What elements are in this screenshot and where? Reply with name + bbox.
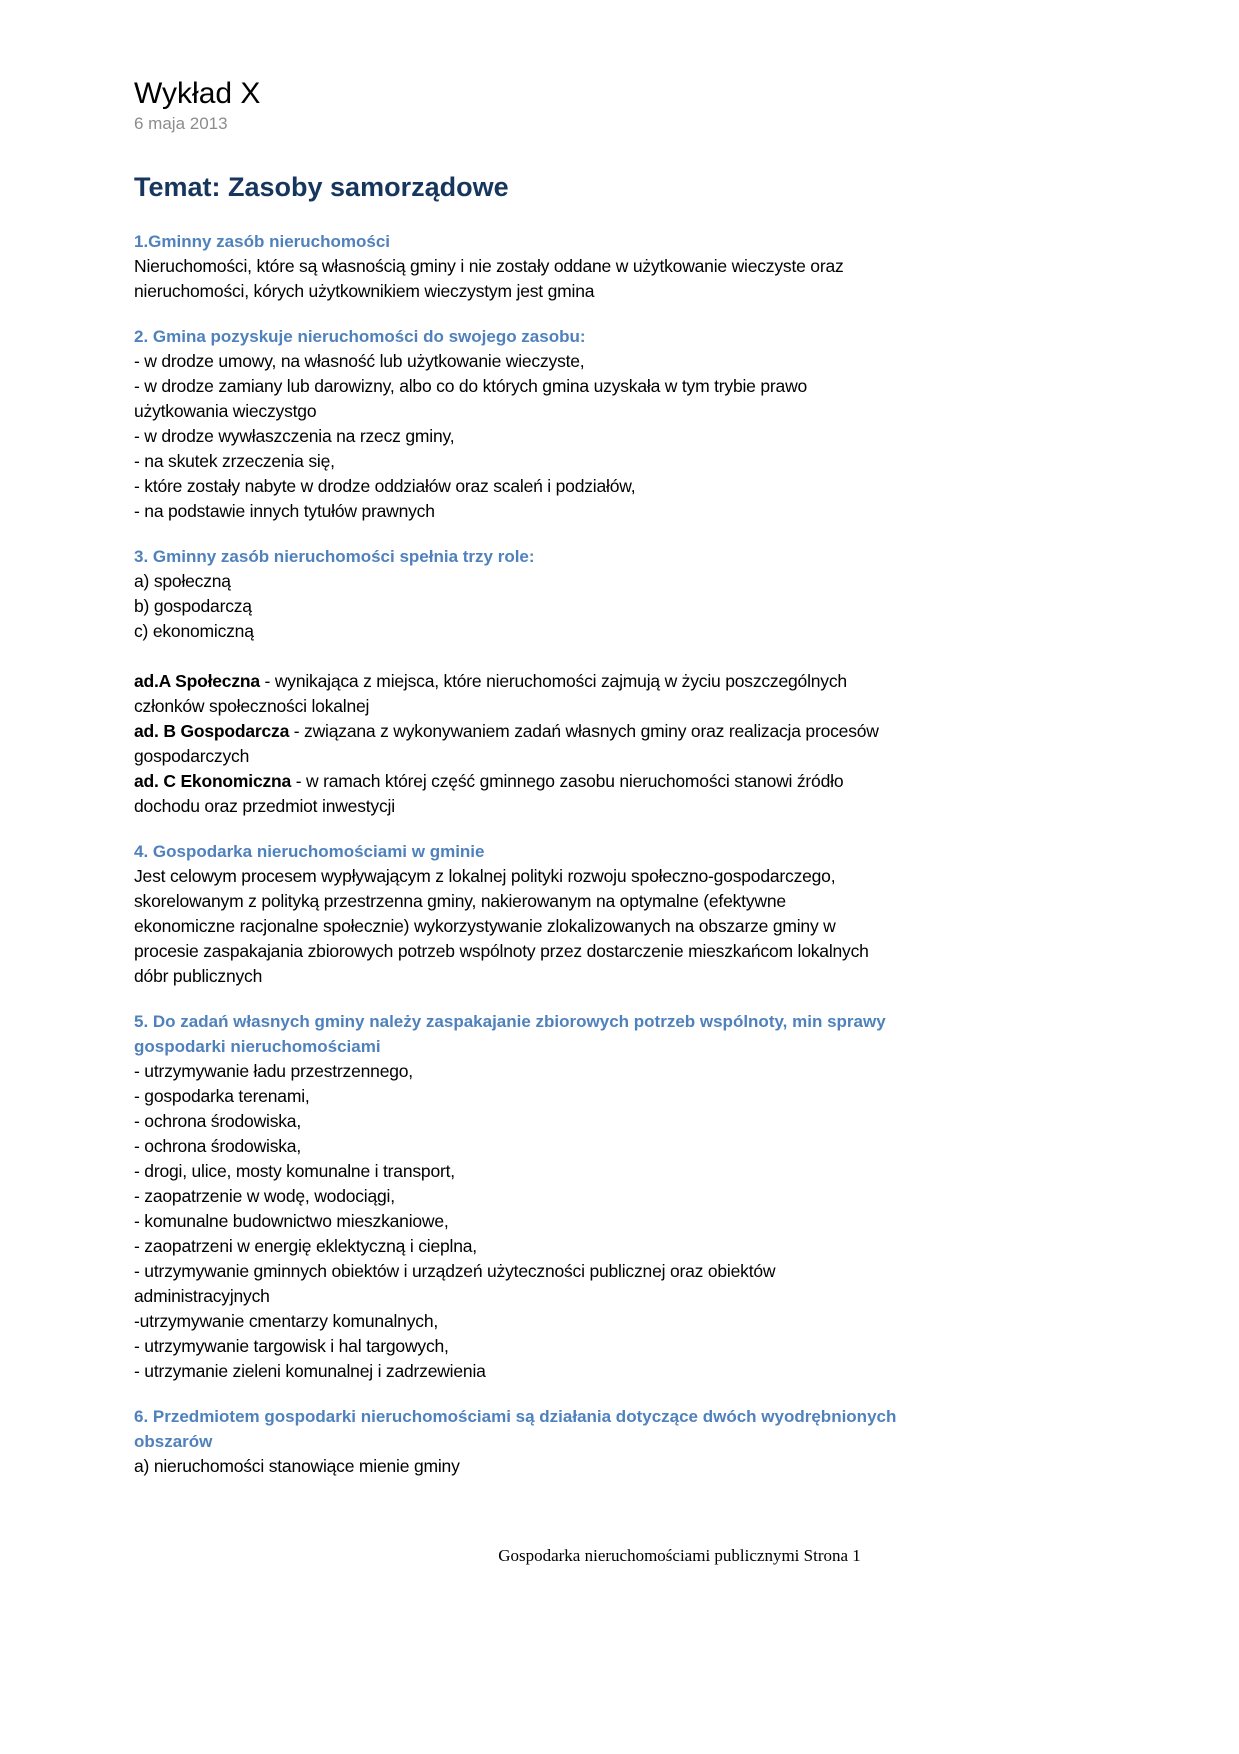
section-heading: 3. Gminny zasób nieruchomości spełnia trzy role:	[134, 547, 535, 566]
document-title: Wykład X	[134, 77, 261, 110]
topic-heading: Temat: Zasoby samorządowe	[134, 172, 509, 202]
section-heading: 2. Gmina pozyskuje nieruchomości do swojego zasobu:	[134, 327, 586, 346]
text-line: c) ekonomiczną	[134, 621, 254, 641]
section-heading: 5. Do zadań własnych gminy należy zaspakajanie zbiorowych potrzeb wspólnoty, min sprawy	[134, 1012, 886, 1031]
page-footer: Gospodarka nieruchomościami publicznymi Strona 1	[498, 1546, 861, 1565]
text-line: - zaopatrzeni w energię eklektyczną i cieplna,	[134, 1236, 477, 1256]
text-line: nieruchomości, kórych użytkownikiem wieczystym jest gmina	[134, 281, 595, 301]
text-line: - zaopatrzenie w wodę, wodociągi,	[134, 1186, 395, 1206]
text-line: - utrzymanie zieleni komunalnej i zadrzewienia	[134, 1361, 486, 1381]
document-body	[134, 229, 1094, 1499]
ad-line	[134, 769, 1094, 794]
section-s4	[134, 839, 1094, 989]
text-line: - które zostały nabyte w drodze oddziałów oraz scaleń i podziałów,	[134, 476, 636, 496]
section-heading: 1.Gminny zasób nieruchomości	[134, 232, 391, 251]
ad-text: członków społeczności lokalnej	[134, 696, 370, 716]
text-line: - ochrona środowiska,	[134, 1136, 301, 1156]
text-line: Jest celowym procesem wypływającym z lokalnej polityki rozwoju społeczno-gospodarczego,	[134, 866, 836, 886]
text-line: a) społeczną	[134, 571, 231, 591]
ad-line	[134, 744, 1094, 769]
ad-line	[134, 719, 1094, 744]
text-line: administracyjnych	[134, 1286, 270, 1306]
text-line: - w drodze wywłaszczenia na rzecz gminy,	[134, 426, 455, 446]
ad-line	[134, 794, 1094, 819]
ad-text: dochodu oraz przedmiot inwestycji	[134, 796, 395, 816]
ad-label: ad. C Ekonomiczna	[134, 771, 292, 791]
ad-line	[134, 669, 1094, 694]
text-line: - w drodze zamiany lub darowizny, albo co do których gmina uzyskała w tym trybie prawo	[134, 376, 808, 396]
text-line: użytkowania wieczystgo	[134, 401, 317, 421]
text-line: - na podstawie innych tytułów prawnych	[134, 501, 435, 521]
section-s5	[134, 1009, 1094, 1384]
text-line: - utrzymywanie gminnych obiektów i urządzeń użyteczności publicznej oraz obiektów	[134, 1261, 776, 1281]
section-s1	[134, 229, 1094, 304]
blank-line	[134, 644, 1094, 669]
text-line: - utrzymywanie ładu przestrzennego,	[134, 1061, 413, 1081]
section-s2	[134, 324, 1094, 524]
text-line: b) gospodarczą	[134, 596, 252, 616]
ad-line	[134, 694, 1094, 719]
ad-text: - wynikająca z miejsca, które nieruchomości zajmują w życiu poszczególnych	[259, 671, 847, 691]
ad-text: - w ramach której część gminnego zasobu nieruchomości stanowi źródło	[291, 771, 844, 791]
text-line: - gospodarka terenami,	[134, 1086, 310, 1106]
section-heading: 6. Przedmiotem gospodarki nieruchomościami są działania dotyczące dwóch wyodrębnionych	[134, 1407, 897, 1426]
text-line: Nieruchomości, które są własnością gminy i nie zostały oddane w użytkowanie wieczyste oraz	[134, 256, 844, 276]
section-s6	[134, 1404, 1094, 1479]
document-date: 6 maja 2013	[134, 114, 228, 133]
text-line: procesie zaspakajania zbiorowych potrzeb wspólnoty przez dostarczenie mieszkańcom lokalnych	[134, 941, 869, 961]
text-line: - drogi, ulice, mosty komunalne i transport,	[134, 1161, 455, 1181]
text-line: - ochrona środowiska,	[134, 1111, 301, 1131]
text-line: a) nieruchomości stanowiące mienie gminy	[134, 1456, 460, 1476]
text-line: - komunalne budownictwo mieszkaniowe,	[134, 1211, 449, 1231]
text-line: skorelowanym z polityką przestrzenna gminy, nakierowanym na optymalne (efektywne	[134, 891, 786, 911]
text-line: dóbr publicznych	[134, 966, 263, 986]
text-line: - na skutek zrzeczenia się,	[134, 451, 335, 471]
section-heading: obszarów	[134, 1432, 213, 1451]
ad-text: gospodarczych	[134, 746, 250, 766]
ad-label: ad.A Społeczna	[134, 671, 260, 691]
text-line: - w drodze umowy, na własność lub użytkowanie wieczyste,	[134, 351, 585, 371]
text-line: -utrzymywanie cmentarzy komunalnych,	[134, 1311, 439, 1331]
section-s3	[134, 544, 1094, 819]
section-heading: 4. Gospodarka nieruchomościami w gminie	[134, 842, 485, 861]
ad-text: - związana z wykonywaniem zadań własnych gminy oraz realizacja procesów	[289, 721, 879, 741]
ad-label: ad. B Gospodarcza	[134, 721, 290, 741]
text-line: - utrzymywanie targowisk i hal targowych,	[134, 1336, 449, 1356]
section-heading: gospodarki nieruchomościami	[134, 1037, 381, 1056]
text-line: ekonomiczne racjonalne społecznie) wykorzystywanie zlokalizowanych na obszarze gminy w	[134, 916, 836, 936]
